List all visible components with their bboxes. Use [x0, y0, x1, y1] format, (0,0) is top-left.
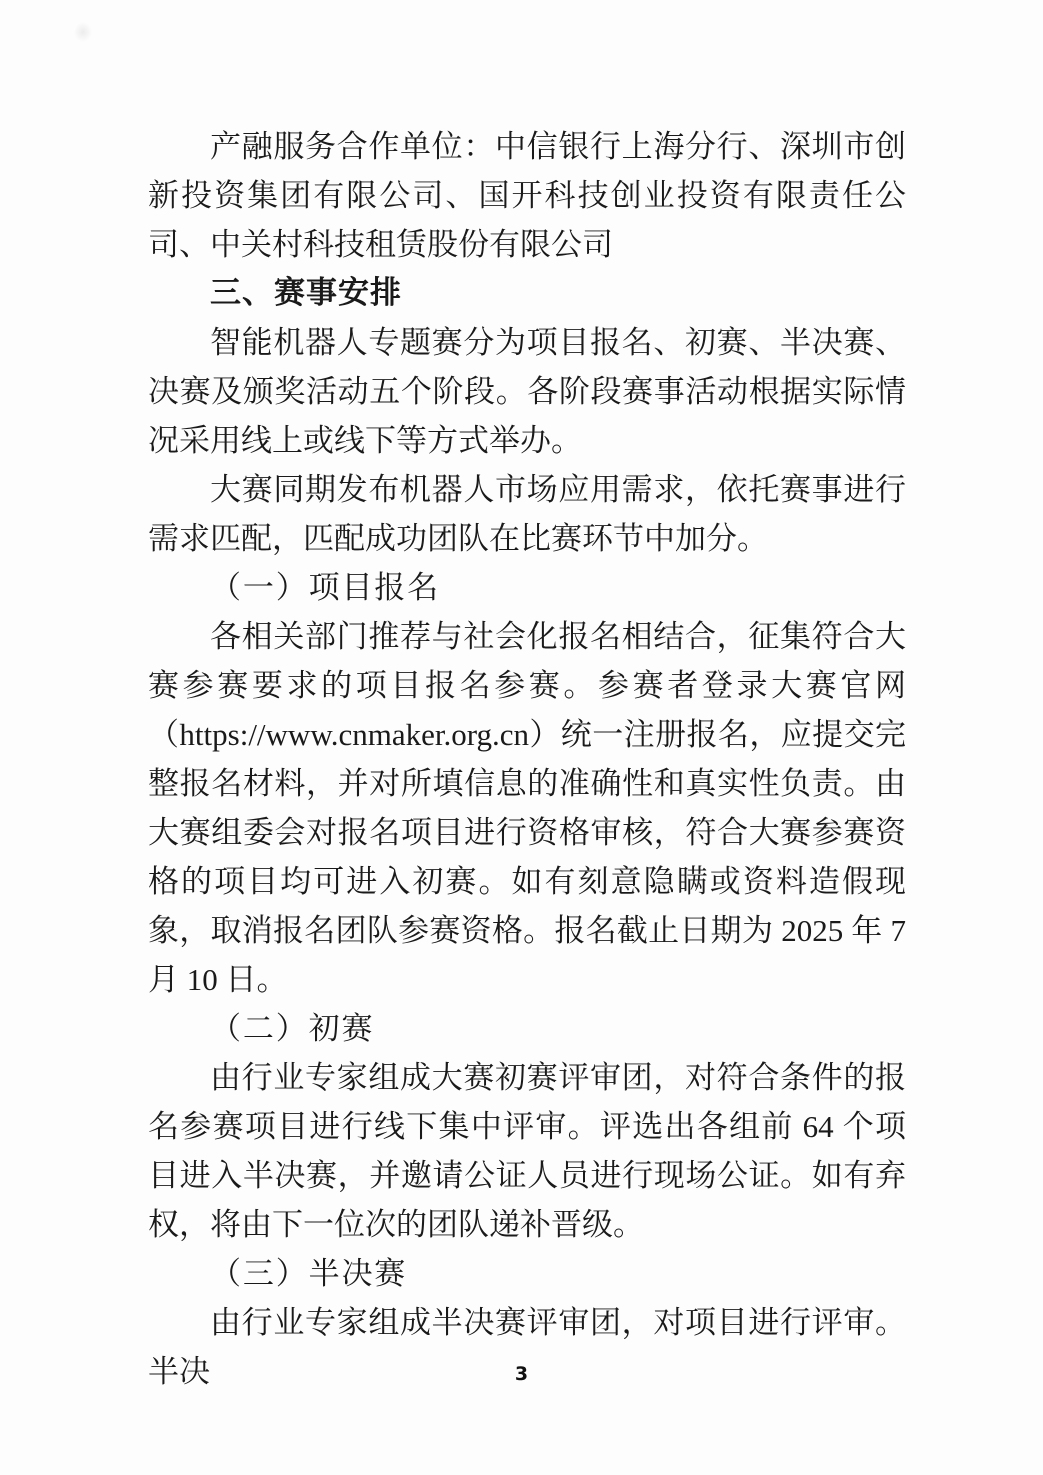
paragraph-finance-partners: 产融服务合作单位：中信银行上海分行、深圳市创新投资集团有限公司、国开科技创业投资有限责任公司、中关村科技租赁股份有限公司 — [148, 129, 906, 262]
scan-smudge-artifact — [74, 22, 92, 42]
heading-subsection-1-project-registration: （一）项目报名 — [210, 570, 441, 605]
heading-subsection-3-semifinal: （三）半决赛 — [210, 1256, 408, 1291]
heading-section-3-event-arrangement: 三、赛事安排 — [210, 275, 402, 311]
paragraph-semifinal-details: 由行业专家组成半决赛评审团，对项目进行评审。半决 — [148, 1305, 906, 1389]
document-body — [148, 122, 906, 1396]
paragraph-preliminary-details: 由行业专家组成大赛初赛评审团，对符合条件的报名参赛项目进行线下集中评审。评选出各组前 64 个项目进入半决赛，并邀请公证人员进行现场公证。如有弃权，将由下一位次的团队递补晋级。 — [148, 1060, 906, 1242]
paragraph-registration-details: 各相关部门推荐与社会化报名相结合，征集符合大赛参赛要求的项目报名参赛。参赛者登录大赛官网（https://www.cnmaker.org.cn）统一注册报名，应提交完整报名材料，并对所填信息的准确性和真实性负责。由大赛组委会对报名项目进行资格审核，符合大赛参赛资格的项目均可进入初赛。如有刻意隐瞒或资料造假现象，取消报名团队参赛资格。报名截止日期为 2025 年 7 月 10 日。 — [148, 619, 906, 997]
paragraph-market-demand: 大赛同期发布机器人市场应用需求，依托赛事进行需求匹配，匹配成功团队在比赛环节中加分。 — [148, 472, 906, 556]
heading-subsection-2-preliminary-round: （二）初赛 — [210, 1011, 375, 1046]
paragraph-competition-stages: 智能机器人专题赛分为项目报名、初赛、半决赛、决赛及颁奖活动五个阶段。各阶段赛事活动根据实际情况采用线上或线下等方式举办。 — [148, 325, 906, 458]
page-number: 3 — [514, 1363, 529, 1385]
